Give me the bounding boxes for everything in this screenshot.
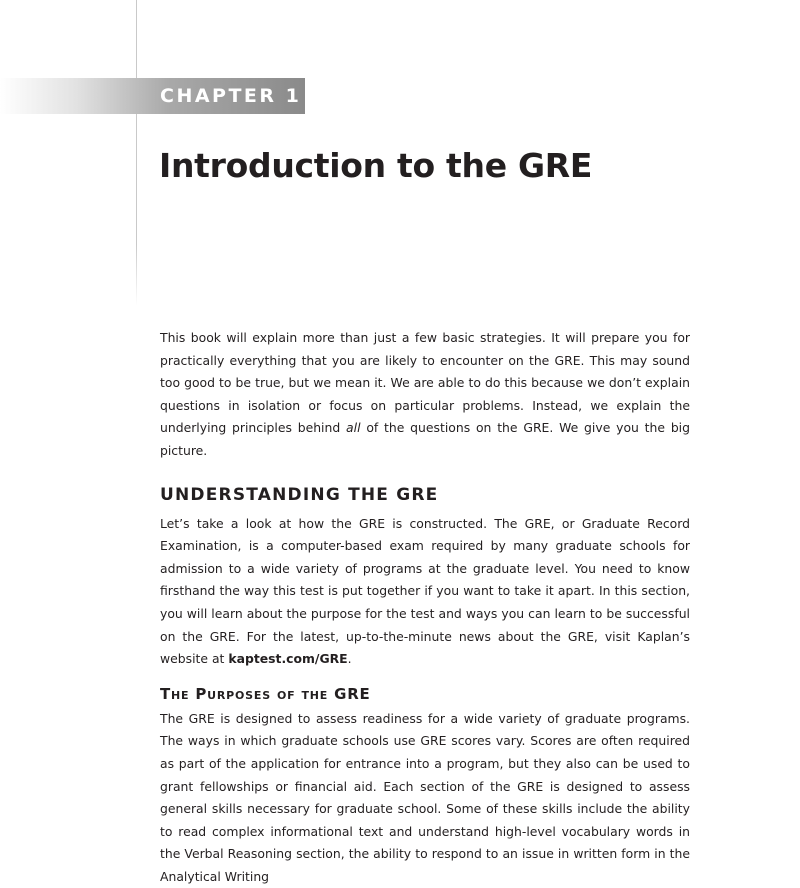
intro-emphasis: all	[346, 420, 361, 436]
intro-paragraph	[160, 327, 690, 463]
website-link[interactable]: kaptest.com/GRE	[228, 651, 348, 667]
section-heading-understanding: UNDERSTANDING THE GRE	[160, 484, 439, 505]
page-title: Introduction to the GRE	[159, 146, 593, 185]
purposes-paragraph: The GRE is designed to assess readiness for a wide variety of graduate programs. The ways in which graduate schools use GRE scores vary. Scores are often required as part of the application for entrance into a program, but they also can be used to grant fellowships or financial aid. Each section of the GRE is designed to assess general skills necessary for graduate school. Some of these skills include the ability to read complex informational text and understand high-level vocabulary words in the Verbal Reasoning section, the ability to respond to an issue in written form in the Analytical Writing	[160, 710, 690, 884]
margin-vertical-rule	[136, 0, 137, 306]
intro-text-start: This book will explain more than just a few basic strategies. It will prepare you for practically everything that you are likely to encounter on the GRE. This may sound too good to be true, but we mean it. We are able to do this because we don’t explain questions in isolation or focus on particular problems. Instead, we explain the underlying principles behind	[160, 330, 690, 436]
subsection-heading-purposes: The Purposes of the GRE	[160, 684, 371, 703]
understanding-paragraph	[160, 513, 690, 671]
chapter-label: CHAPTER 1	[160, 85, 302, 107]
intro-text-end: of the questions on the GRE. We give you the big picture.	[160, 420, 690, 458]
understanding-text-end: .	[347, 651, 352, 667]
understanding-text: Let’s take a look at how the GRE is constructed. The GRE, or Graduate Record Examination, is a computer-based exam required by many graduate schools for admission to a wide variety of programs at the graduate level. You need to know firsthand the way this test is put together if you want to take it apart. In this section, you will learn about the purpose for the test and ways you can learn to be successful on the GRE. For the latest, up-to-the-minute news about the GRE, visit Kaplan’s website at	[160, 515, 690, 667]
body-content	[160, 327, 690, 888]
